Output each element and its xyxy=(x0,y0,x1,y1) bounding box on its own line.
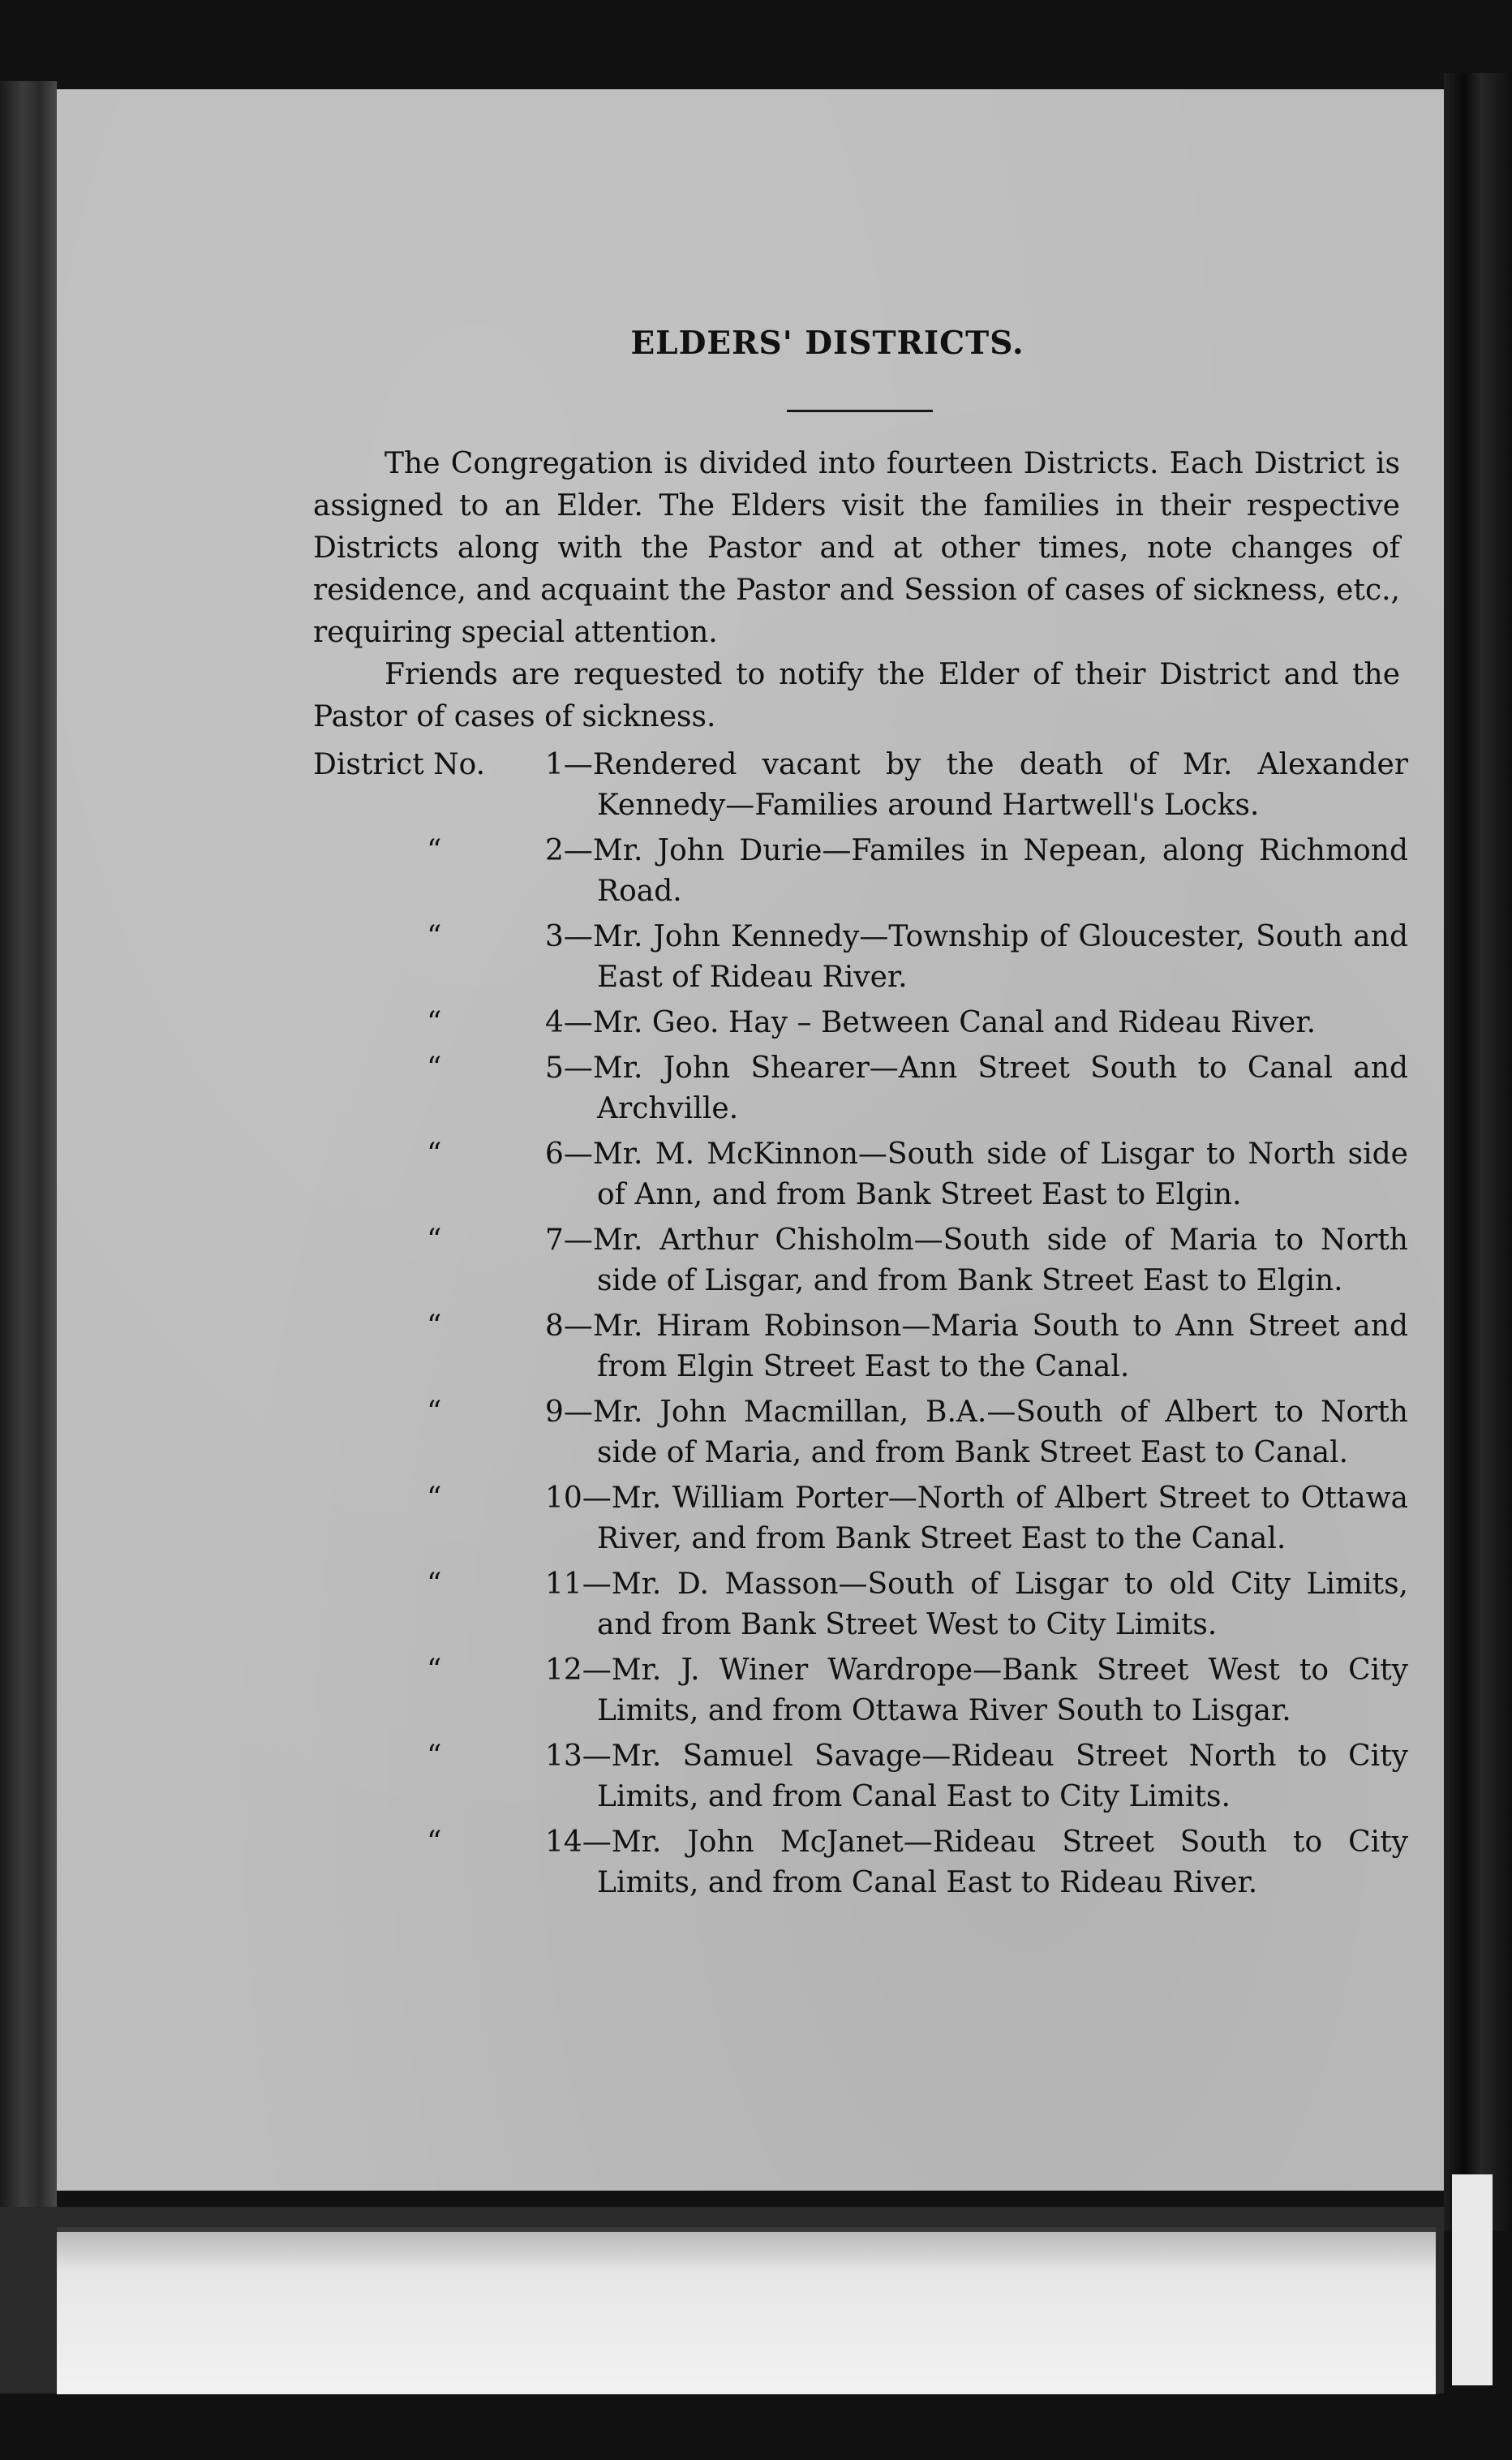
district-text: 2—Mr. John Durie—Familes in Nepean, along Richmond Road. xyxy=(545,834,1408,908)
ditto-mark: “ xyxy=(427,1224,442,1257)
district-item xyxy=(313,831,1408,912)
request-paragraph: Friends are requested to notify the Elder of their District and the Pastor of cases of sickness. xyxy=(313,658,1400,733)
district-text: 12—Mr. J. Winer Wardrope—Bank Street West to City Limits, and from Ottawa River South to Lisgar. xyxy=(545,1654,1408,1727)
district-item xyxy=(313,1134,1408,1215)
district-item xyxy=(313,1650,1408,1731)
district-item xyxy=(313,917,1408,998)
district-item xyxy=(313,1220,1408,1301)
district-text: 1—Rendered vacant by the death of Mr. Alexander Kennedy—Families around Hartwell's Locks. xyxy=(545,748,1408,822)
district-item xyxy=(313,1564,1408,1645)
district-item xyxy=(313,1048,1408,1129)
district-text: 14—Mr. John McJanet—Rideau Street South to City Limits, and from Canal East to Rideau River. xyxy=(545,1826,1408,1899)
district-label-text: District No. xyxy=(313,748,486,781)
ditto-mark: “ xyxy=(427,1654,442,1687)
district-text: 5—Mr. John Shearer—Ann Street South to Canal and Archville. xyxy=(545,1052,1408,1125)
intro-paragraph: The Congregation is divided into fourteen Districts. Each District is assigned to an Elder. The Elders visit the families in their respective Districts along with the Pastor and at other times, note changes of residence, and acquaint the Pastor and Session of cases of sickness, etc., requiring special attention. xyxy=(313,447,1400,649)
district-label xyxy=(313,745,545,826)
district-item xyxy=(313,1306,1408,1387)
district-text: 8—Mr. Hiram Robinson—Maria South to Ann Street and from Elgin Street East to the Canal. xyxy=(545,1310,1408,1383)
district-item xyxy=(313,1736,1408,1817)
ditto-label xyxy=(313,1220,545,1301)
ditto-mark: “ xyxy=(427,1482,442,1515)
district-item xyxy=(313,1003,1408,1043)
ditto-label xyxy=(313,1048,545,1129)
district-item xyxy=(313,1822,1408,1903)
ditto-label xyxy=(313,1478,545,1559)
ditto-label xyxy=(313,1003,545,1043)
district-text: 6—Mr. M. McKinnon—South side of Lisgar to North side of Ann, and from Bank Street East to Elgin. xyxy=(545,1138,1408,1211)
district-text: 3—Mr. John Kennedy—Township of Gloucester, South and East of Rideau River. xyxy=(545,920,1408,994)
district-list xyxy=(313,745,1408,1908)
ditto-label xyxy=(313,1822,545,1903)
district-item xyxy=(313,1478,1408,1559)
ditto-mark: “ xyxy=(427,1310,442,1343)
ditto-mark: “ xyxy=(427,1826,442,1859)
ditto-mark: “ xyxy=(427,1138,442,1171)
printed-page xyxy=(57,89,1444,2191)
ditto-label xyxy=(313,1392,545,1473)
ditto-label xyxy=(313,1306,545,1387)
ditto-mark: “ xyxy=(427,1568,442,1601)
ditto-label xyxy=(313,917,545,998)
ditto-label xyxy=(313,1134,545,1215)
ditto-mark: “ xyxy=(427,1052,442,1085)
page-stack-bottom xyxy=(57,2227,1436,2394)
ditto-mark: “ xyxy=(427,1396,442,1429)
ditto-label xyxy=(313,1564,545,1645)
ditto-label xyxy=(313,1736,545,1817)
district-text: 13—Mr. Samuel Savage—Rideau Street North to City Limits, and from Canal East to City Limits. xyxy=(545,1740,1408,1813)
district-text: 10—Mr. William Porter—North of Albert Street to Ottawa River, and from Bank Street East to the Canal. xyxy=(545,1482,1408,1555)
ditto-label xyxy=(313,831,545,912)
book-spine-left xyxy=(0,81,57,2223)
page-stack-right xyxy=(1452,2174,1493,2385)
title-rule xyxy=(787,410,933,412)
page-title: ELDERS' DISTRICTS. xyxy=(630,325,1024,362)
ditto-mark: “ xyxy=(427,920,442,953)
district-text: 9—Mr. John Macmillan, B.A.—South of Albert to North side of Maria, and from Bank Street East to Canal. xyxy=(545,1396,1408,1469)
district-item xyxy=(313,1392,1408,1473)
book-edge-right xyxy=(1444,73,1512,2231)
ditto-mark: “ xyxy=(427,1006,442,1039)
ditto-mark: “ xyxy=(427,1740,442,1773)
ditto-label xyxy=(313,1650,545,1731)
district-text: 4—Mr. Geo. Hay – Between Canal and Rideau River. xyxy=(545,1006,1317,1039)
district-text: 11—Mr. D. Masson—South of Lisgar to old City Limits, and from Bank Street West to City Limits. xyxy=(545,1568,1408,1641)
district-text: 7—Mr. Arthur Chisholm—South side of Maria to North side of Lisgar, and from Bank Street East to Elgin. xyxy=(545,1224,1408,1297)
district-item xyxy=(313,745,1408,826)
ditto-mark: “ xyxy=(427,834,442,867)
